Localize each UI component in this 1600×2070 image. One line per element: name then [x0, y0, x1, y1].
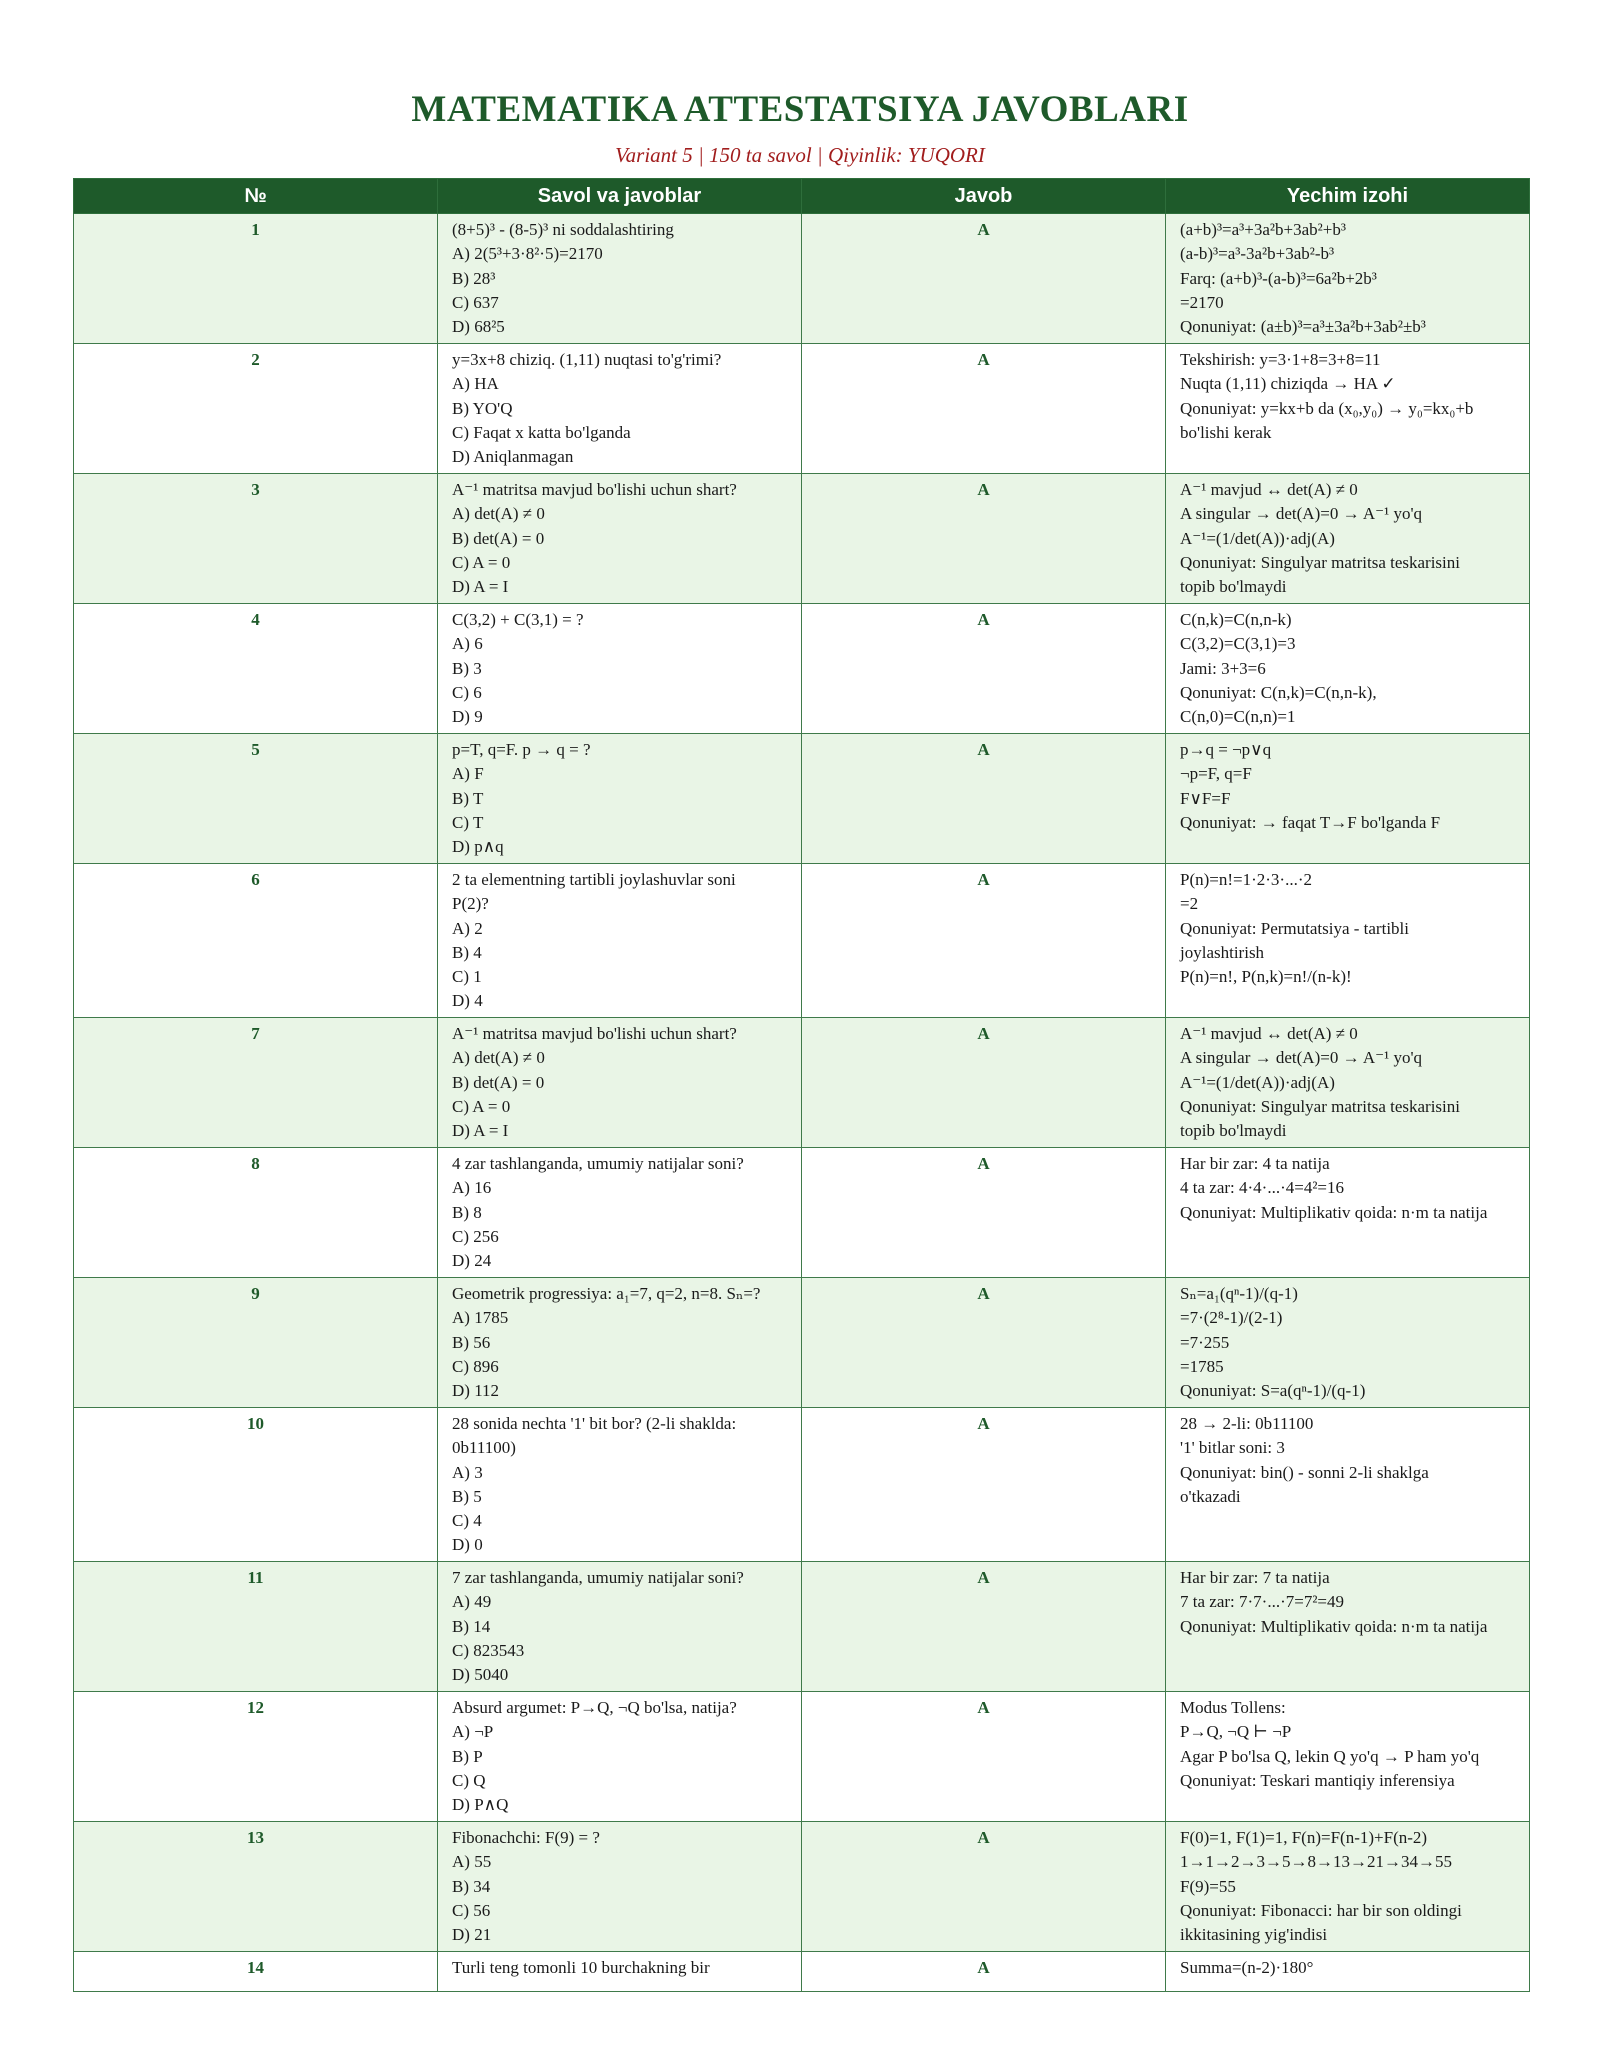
solution-line: A⁻¹=(1/det(A))·adj(A) — [1180, 528, 1335, 548]
question-line: A) 6 — [452, 634, 483, 654]
question-line: A) 1785 — [452, 1308, 509, 1328]
solution-line: Qonuniyat: Singulyar matritsa teskarisini — [1180, 552, 1460, 572]
question-line: D) 4 — [452, 991, 483, 1011]
question-line: A) 49 — [452, 1592, 492, 1612]
question-number: 5 — [74, 734, 438, 864]
question-cell — [438, 1952, 802, 1992]
solution-cell — [1166, 1278, 1530, 1408]
question-number: 4 — [74, 604, 438, 734]
question-line: A) 2(5³+3·8²·5)=2170 — [452, 244, 603, 264]
question-line: C) 896 — [452, 1356, 499, 1376]
answer-cell: A — [802, 604, 1166, 734]
table-body — [74, 214, 1530, 1992]
question-text: 2 ta elementning tartibli joylashuvlar soni — [452, 870, 736, 889]
question-text: 7 zar tashlanganda, umumiy natijalar soni? — [452, 1568, 744, 1587]
question-line: B) 8 — [452, 1202, 482, 1222]
answer-cell: A — [802, 1822, 1166, 1952]
question-text: Geometrik progressiya: a₁=7, q=2, n=8. Sₙ=? — [452, 1284, 761, 1303]
table-row — [74, 1018, 1530, 1148]
solution-line: A singular → det(A)=0 → A⁻¹ yo'q — [1180, 504, 1423, 524]
question-line: B) T — [452, 788, 484, 808]
question-cell — [438, 864, 802, 1018]
solution-line: Qonuniyat: Fibonacci: har bir son oldingi — [1180, 1900, 1462, 1920]
solution-line: Qonuniyat: Multiplikativ qoida: n·m ta natija — [1180, 1202, 1488, 1222]
question-line: B) 4 — [452, 942, 482, 962]
question-line: A) det(A) ≠ 0 — [452, 1048, 545, 1068]
answer-cell: A — [802, 1278, 1166, 1408]
table-row — [74, 1562, 1530, 1692]
question-text: 28 sonida nechta '1' bit bor? (2-li shaklda: — [452, 1414, 737, 1433]
question-line: B) 5 — [452, 1486, 482, 1506]
answer-cell: A — [802, 864, 1166, 1018]
question-line: C) 637 — [452, 292, 499, 312]
table-row — [74, 1408, 1530, 1562]
table-row — [74, 734, 1530, 864]
solution-line: =2170 — [1180, 292, 1224, 312]
solution-line: 28 → 2-li: 0b11100 — [1180, 1414, 1314, 1433]
solution-line: F(0)=1, F(1)=1, F(n)=F(n-1)+F(n-2) — [1180, 1828, 1428, 1847]
solution-line: Nuqta (1,11) chiziqda → HA ✓ — [1180, 374, 1396, 394]
question-line: C) 56 — [452, 1900, 491, 1920]
question-line: D) 112 — [452, 1381, 500, 1401]
solution-line: =7·(2⁸-1)/(2-1) — [1180, 1308, 1283, 1328]
question-number: 3 — [74, 474, 438, 604]
question-number: 13 — [74, 1822, 438, 1952]
question-line: C) Faqat x katta bo'lganda — [452, 422, 631, 442]
solution-line: Har bir zar: 4 ta natija — [1180, 1154, 1330, 1173]
question-line: C) Q — [452, 1770, 486, 1790]
solution-cell — [1166, 1822, 1530, 1952]
question-line: C) A = 0 — [452, 1096, 511, 1116]
answers-table — [73, 178, 1530, 1992]
table-row — [74, 1952, 1530, 1992]
header-answer: Javob — [802, 179, 1166, 214]
question-line: D) 68²5 — [452, 317, 505, 337]
question-line: D) 24 — [452, 1251, 492, 1271]
question-cell — [438, 474, 802, 604]
header-number: № — [74, 179, 438, 214]
solution-cell — [1166, 864, 1530, 1018]
question-line: A) 16 — [452, 1178, 492, 1198]
question-line: B) 14 — [452, 1616, 491, 1636]
question-text: (8+5)³ - (8-5)³ ni soddalashtiring — [452, 220, 674, 239]
question-text: Absurd argumet: P→Q, ¬Q bo'lsa, natija? — [452, 1698, 737, 1717]
question-line: C) 823543 — [452, 1640, 525, 1660]
question-line: D) A = I — [452, 1121, 509, 1141]
question-cell — [438, 1278, 802, 1408]
solution-line: joylashtirish — [1180, 942, 1265, 962]
question-line: A) 3 — [452, 1462, 483, 1482]
question-line: D) A = I — [452, 577, 509, 597]
document-subtitle: Variant 5 | 150 ta savol | Qiyinlik: YUQORI — [615, 143, 985, 167]
solution-cell — [1166, 604, 1530, 734]
solution-cell — [1166, 1562, 1530, 1692]
question-number: 7 — [74, 1018, 438, 1148]
answer-cell: A — [802, 344, 1166, 474]
table-row — [74, 864, 1530, 1018]
question-line: D) P∧Q — [452, 1795, 509, 1815]
table-row — [74, 474, 1530, 604]
question-line: B) YO'Q — [452, 398, 513, 418]
question-text: A⁻¹ matritsa mavjud bo'lishi uchun shart? — [452, 1024, 737, 1043]
solution-line: 4 ta zar: 4·4·...·4=4²=16 — [1180, 1178, 1344, 1198]
solution-cell — [1166, 1692, 1530, 1822]
solution-line: A singular → det(A)=0 → A⁻¹ yo'q — [1180, 1048, 1423, 1068]
question-number: 11 — [74, 1562, 438, 1692]
question-cell — [438, 1692, 802, 1822]
question-line: C) 1 — [452, 967, 482, 987]
solution-line: Qonuniyat: bin() - sonni 2-li shaklga — [1180, 1462, 1429, 1482]
solution-line: 1→1→2→3→5→8→13→21→34→55 — [1180, 1852, 1452, 1872]
solution-cell — [1166, 1018, 1530, 1148]
question-number: 1 — [74, 214, 438, 344]
solution-line: ¬p=F, q=F — [1180, 764, 1252, 784]
solution-line: bo'lishi kerak — [1180, 422, 1272, 442]
question-number: 6 — [74, 864, 438, 1018]
solution-line: Qonuniyat: Multiplikativ qoida: n·m ta natija — [1180, 1616, 1488, 1636]
question-line: P(2)? — [452, 894, 489, 914]
solution-line: F∨F=F — [1180, 788, 1231, 808]
solution-line: =7·255 — [1180, 1332, 1230, 1352]
table-row — [74, 604, 1530, 734]
question-text: C(3,2) + C(3,1) = ? — [452, 610, 584, 629]
solution-line: (a-b)³=a³-3a²b+3ab²-b³ — [1180, 244, 1335, 264]
table-row — [74, 344, 1530, 474]
question-line: C) 4 — [452, 1511, 482, 1531]
question-text: 4 zar tashlanganda, umumiy natijalar soni? — [452, 1154, 744, 1173]
solution-line: Summa=(n-2)·180° — [1180, 1958, 1314, 1977]
solution-line: Sₙ=a₁(qⁿ-1)/(q-1) — [1180, 1284, 1298, 1303]
solution-line: P(n)=n!=1·2·3·...·2 — [1180, 870, 1313, 889]
solution-line: ikkitasining yig'indisi — [1180, 1925, 1328, 1945]
question-line: B) P — [452, 1746, 483, 1766]
solution-line: P(n)=n!, P(n,k)=n!/(n-k)! — [1180, 967, 1352, 987]
question-line: B) det(A) = 0 — [452, 1072, 545, 1092]
table-row — [74, 214, 1530, 344]
solution-line: (a+b)³=a³+3a²b+3ab²+b³ — [1180, 220, 1346, 239]
solution-line: Jami: 3+3=6 — [1180, 658, 1266, 678]
solution-line: Qonuniyat: Singulyar matritsa teskarisini — [1180, 1096, 1460, 1116]
question-line: C) A = 0 — [452, 552, 511, 572]
solution-cell — [1166, 1952, 1530, 1992]
solution-cell — [1166, 474, 1530, 604]
header-question: Savol va javoblar — [438, 179, 802, 214]
solution-line: 7 ta zar: 7·7·...·7=7²=49 — [1180, 1592, 1344, 1612]
question-line: A) 55 — [452, 1852, 492, 1872]
question-line: C) 256 — [452, 1226, 499, 1246]
question-cell — [438, 214, 802, 344]
question-line: B) 28³ — [452, 268, 496, 288]
solution-cell — [1166, 344, 1530, 474]
question-line: B) 3 — [452, 658, 482, 678]
question-line: D) p∧q — [452, 837, 504, 857]
solution-line: Farq: (a+b)³-(a-b)³=6a²b+2b³ — [1180, 268, 1377, 288]
question-cell — [438, 1408, 802, 1562]
question-number: 2 — [74, 344, 438, 474]
question-line: A) HA — [452, 374, 499, 394]
answer-cell: A — [802, 1692, 1166, 1822]
question-text: p=T, q=F. p → q = ? — [452, 740, 591, 759]
answer-cell: A — [802, 1018, 1166, 1148]
question-line: D) 5040 — [452, 1665, 509, 1685]
solution-line: A⁻¹=(1/det(A))·adj(A) — [1180, 1072, 1335, 1092]
solution-line: =1785 — [1180, 1356, 1224, 1376]
question-line: A) F — [452, 764, 484, 784]
solution-line: A⁻¹ mavjud ↔ det(A) ≠ 0 — [1180, 1024, 1358, 1043]
question-cell — [438, 1018, 802, 1148]
question-cell — [438, 1562, 802, 1692]
question-line: A) det(A) ≠ 0 — [452, 504, 545, 524]
answer-cell: A — [802, 734, 1166, 864]
answer-cell: A — [802, 1148, 1166, 1278]
solution-cell — [1166, 214, 1530, 344]
solution-line: Qonuniyat: S=a(qⁿ-1)/(q-1) — [1180, 1381, 1366, 1401]
question-cell — [438, 1148, 802, 1278]
solution-cell — [1166, 734, 1530, 864]
question-line: D) 21 — [452, 1925, 492, 1945]
question-number: 12 — [74, 1692, 438, 1822]
solution-line: p→q = ¬p∨q — [1180, 740, 1272, 759]
question-line: A) ¬P — [452, 1722, 494, 1742]
solution-line: Qonuniyat: y=kx+b da (x₀,y₀) → y₀=kx₀+b — [1180, 398, 1474, 418]
table-row — [74, 1278, 1530, 1408]
question-line: A) 2 — [452, 918, 483, 938]
question-line: B) det(A) = 0 — [452, 528, 545, 548]
solution-line: '1' bitlar soni: 3 — [1180, 1438, 1285, 1458]
table-header-row — [74, 179, 1530, 214]
question-text: y=3x+8 chiziq. (1,11) nuqtasi to'g'rimi? — [452, 350, 722, 369]
solution-line: Qonuniyat: Teskari mantiqiy inferensiya — [1180, 1770, 1455, 1790]
question-line: B) 34 — [452, 1876, 491, 1896]
solution-line: P→Q, ¬Q ⊢ ¬P — [1180, 1722, 1292, 1742]
solution-line: topib bo'lmaydi — [1180, 1121, 1287, 1141]
question-text: A⁻¹ matritsa mavjud bo'lishi uchun shart? — [452, 480, 737, 499]
answer-cell: A — [802, 1408, 1166, 1562]
header-solution: Yechim izohi — [1166, 179, 1530, 214]
question-number: 10 — [74, 1408, 438, 1562]
solution-line: Modus Tollens: — [1180, 1698, 1286, 1717]
document-title: MATEMATIKA ATTESTATSIYA JAVOBLARI — [411, 89, 1189, 130]
solution-line: =2 — [1180, 894, 1199, 914]
solution-line: Agar P bo'lsa Q, lekin Q yo'q → P ham yo'q — [1180, 1746, 1480, 1766]
solution-line: o'tkazadi — [1180, 1486, 1241, 1506]
answer-cell: A — [802, 1952, 1166, 1992]
question-text: Fibonachchi: F(9) = ? — [452, 1828, 600, 1847]
question-line: B) 56 — [452, 1332, 491, 1352]
question-line: D) 9 — [452, 707, 483, 727]
answer-cell: A — [802, 474, 1166, 604]
question-number: 9 — [74, 1278, 438, 1408]
question-cell — [438, 604, 802, 734]
table-row — [74, 1692, 1530, 1822]
solution-line: topib bo'lmaydi — [1180, 577, 1287, 597]
table-row — [74, 1822, 1530, 1952]
question-cell — [438, 344, 802, 474]
question-cell — [438, 734, 802, 864]
table-row — [74, 1148, 1530, 1278]
solution-line: F(9)=55 — [1180, 1876, 1236, 1896]
solution-line: C(n,0)=C(n,n)=1 — [1180, 707, 1296, 727]
solution-line: Har bir zar: 7 ta natija — [1180, 1568, 1330, 1587]
solution-line: C(n,k)=C(n,n-k) — [1180, 610, 1292, 629]
question-line: 0b11100) — [452, 1438, 516, 1458]
question-line: C) T — [452, 812, 484, 832]
question-cell — [438, 1822, 802, 1952]
answer-cell: A — [802, 214, 1166, 344]
solution-line: C(3,2)=C(3,1)=3 — [1180, 634, 1296, 654]
solution-line: Qonuniyat: (a±b)³=a³±3a²b+3ab²±b³ — [1180, 317, 1426, 337]
question-number: 14 — [74, 1952, 438, 1992]
question-line: D) Aniqlanmagan — [452, 447, 574, 467]
answer-cell: A — [802, 1562, 1166, 1692]
solution-line: Qonuniyat: C(n,k)=C(n,n-k), — [1180, 682, 1377, 702]
question-line: C) 6 — [452, 682, 482, 702]
solution-line: Qonuniyat: → faqat T→F bo'lganda F — [1180, 812, 1441, 832]
solution-cell — [1166, 1408, 1530, 1562]
solution-line: A⁻¹ mavjud ↔ det(A) ≠ 0 — [1180, 480, 1358, 499]
question-line: D) 0 — [452, 1535, 483, 1555]
solution-line: Qonuniyat: Permutatsiya - tartibli — [1180, 918, 1409, 938]
solution-cell — [1166, 1148, 1530, 1278]
solution-line: Tekshirish: y=3·1+8=3+8=11 — [1180, 350, 1381, 369]
question-text: Turli teng tomonli 10 burchakning bir — [452, 1958, 710, 1977]
question-number: 8 — [74, 1148, 438, 1278]
